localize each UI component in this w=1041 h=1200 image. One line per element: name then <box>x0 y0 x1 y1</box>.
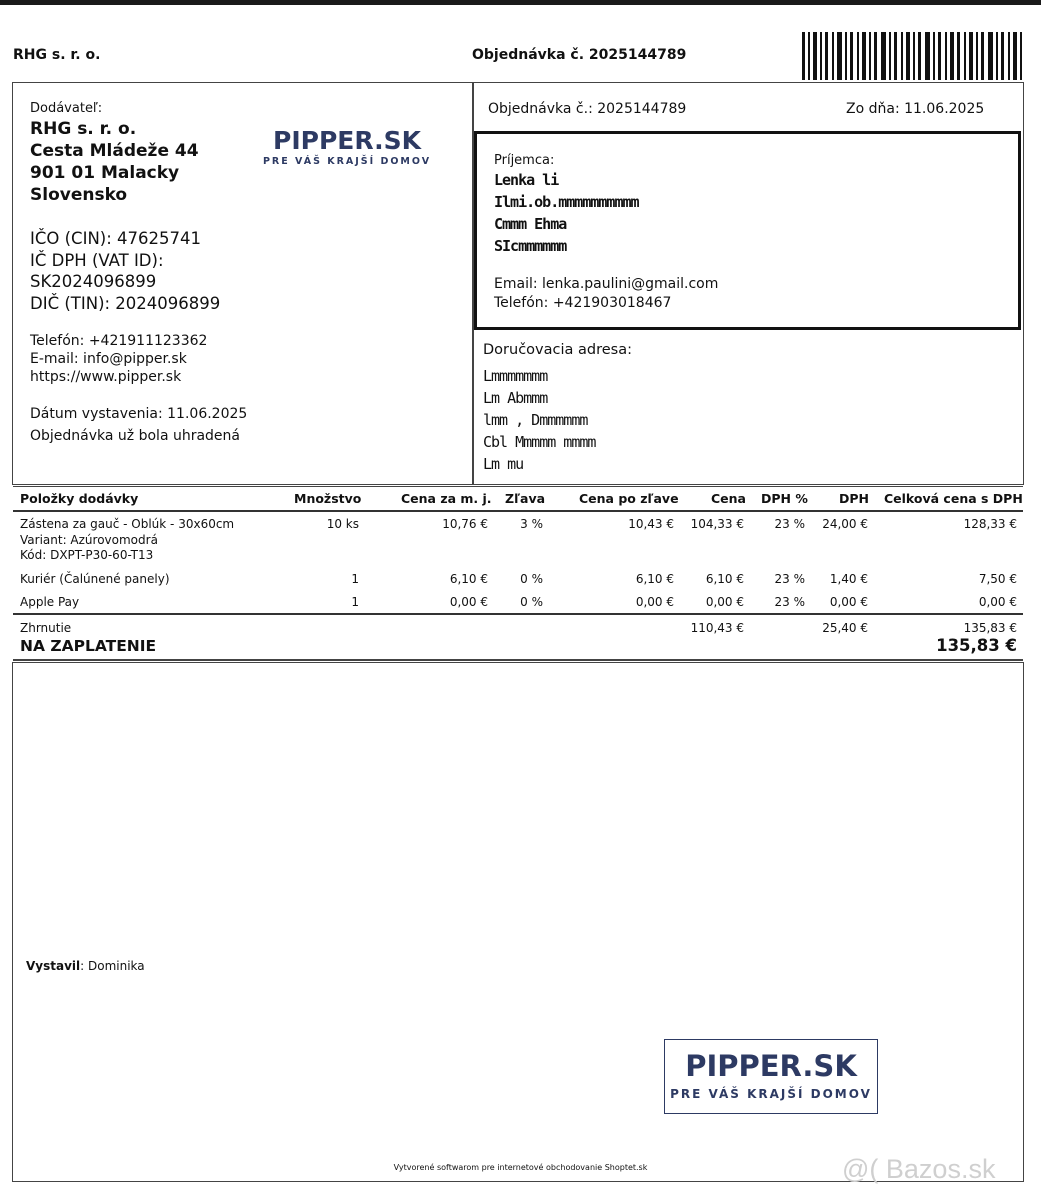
supplier-web: https://www.pipper.sk <box>30 369 182 385</box>
th-qty: Množstvo <box>294 491 362 506</box>
th-price-after: Cena po zľave <box>579 491 679 506</box>
summary-vat: 25,40 € <box>822 621 868 635</box>
th-discount: Zľava <box>505 491 546 506</box>
paid-note: Objednávka už bola uhradená <box>30 428 240 444</box>
row2-qty: 1 <box>351 572 359 586</box>
row3-price: 0,00 € <box>705 595 744 609</box>
supplier-email: E-mail: info@pipper.sk <box>30 351 187 367</box>
issued-by <box>26 959 145 973</box>
supplier-dic: DIČ (TIN): 2024096899 <box>30 293 221 313</box>
barcode <box>802 32 1022 80</box>
table-header-line <box>13 510 1023 512</box>
th-vat-pct: DPH % <box>761 491 808 506</box>
to-pay-total: 135,83 € <box>936 636 1017 655</box>
delivery-redacted-4: Cbl Mmmmm mmmm <box>483 433 596 451</box>
supplier-icdph-value: SK2024096899 <box>30 272 157 291</box>
delivery-redacted-5: Lm mu <box>483 455 524 473</box>
row1-unit: 10,76 € <box>442 517 488 531</box>
th-unit-price: Cena za m. j. <box>401 491 492 506</box>
row3-qty: 1 <box>351 595 359 609</box>
to-pay-label: NA ZAPLATENIE <box>20 637 157 655</box>
row2-total: 7,50 € <box>978 572 1017 586</box>
row2-vat: 1,40 € <box>829 572 868 586</box>
footer-software: Vytvorené softwarom pre internetové obchodovanie Shoptet.sk <box>393 1163 648 1172</box>
row1-code: Kód: DXPT-P30-60-T13 <box>20 548 154 562</box>
row1-disc: 3 % <box>520 517 543 531</box>
recipient-redacted-1: Lenka li <box>494 171 559 189</box>
delivery-redacted-2: Lm Abmmm <box>483 389 548 407</box>
row3-vatp: 23 % <box>774 595 805 609</box>
recipient-redacted-4: SIcmmmmmm <box>494 237 567 255</box>
order-date: Zo dňa: 11.06.2025 <box>846 101 985 117</box>
logo-top <box>262 126 432 167</box>
recipient-email: Email: lenka.paulini@gmail.com <box>494 276 719 292</box>
recipient-redacted-2: Ilmi.ob.mmmmmmmmmm <box>494 193 639 211</box>
supplier-tax-ids <box>30 228 220 314</box>
delivery-label: Doručovacia adresa: <box>483 342 632 358</box>
top-border <box>0 0 1041 5</box>
issued-by-name: : Dominika <box>80 959 145 973</box>
row3-after: 0,00 € <box>635 595 674 609</box>
row2-disc: 0 % <box>520 572 543 586</box>
row3-disc: 0 % <box>520 595 543 609</box>
table-bottom-line <box>13 659 1023 661</box>
order-number: Objednávka č.: 2025144789 <box>488 101 687 117</box>
th-vat: DPH <box>839 491 869 506</box>
recipient-contact <box>494 275 718 313</box>
row3-vat: 0,00 € <box>829 595 868 609</box>
row1-variant: Variant: Azúrovomodrá <box>20 532 158 547</box>
row1-after: 10,43 € <box>628 517 674 531</box>
row2-price: 6,10 € <box>705 572 744 586</box>
issued-by-label: Vystavil <box>26 959 81 973</box>
supplier-icdph-label: IČ DPH (VAT ID): <box>30 250 164 270</box>
issue-date: Dátum vystavenia: 11.06.2025 <box>30 406 248 422</box>
table-top-line <box>13 486 1023 487</box>
supplier-country: Slovensko <box>30 185 128 205</box>
recipient-label: Príjemca: <box>494 153 555 168</box>
supplier-phone: Telefón: +421911123362 <box>30 333 208 349</box>
recipient-redacted-3: Cmmm Ehma <box>494 215 567 233</box>
summary-label: Zhrnutie <box>20 621 72 635</box>
supplier-ico: IČO (CIN): 47625741 <box>30 229 202 248</box>
th-total: Celková cena s DPH <box>884 491 1023 506</box>
row1-vat: 24,00 € <box>822 517 868 531</box>
row3-total: 0,00 € <box>978 595 1017 609</box>
row2-after: 6,10 € <box>635 572 674 586</box>
th-price: Cena <box>711 491 746 506</box>
supplier-city: 901 01 Malacky <box>30 163 180 183</box>
logo-bottom <box>664 1039 878 1114</box>
row1-price: 104,33 € <box>690 517 744 531</box>
table-summary-line <box>13 613 1023 615</box>
supplier-dates <box>30 403 247 447</box>
supplier-label: Dodávateľ: <box>30 101 103 116</box>
logo-top-sub: PRE VÁŠ KRAJŠÍ DOMOV <box>262 156 432 167</box>
supplier-contact <box>30 332 207 386</box>
watermark: @( Bazos.sk <box>842 1154 996 1184</box>
delivery-redacted-3: lmm , Dmmmmmm <box>483 411 588 429</box>
row1-qty: 10 ks <box>326 517 359 531</box>
row2-unit: 6,10 € <box>449 572 488 586</box>
logo-top-main: PIPPER.SK <box>273 126 421 155</box>
th-items: Položky dodávky <box>20 491 139 506</box>
header-company: RHG s. r. o. <box>13 47 101 63</box>
row2-vatp: 23 % <box>774 572 805 586</box>
row2-name: Kuriér (Čalúnené panely) <box>20 572 170 586</box>
row1-name: Zástena za gauč - Oblúk - 30x60cm <box>20 517 235 531</box>
row3-name: Apple Pay <box>20 595 80 609</box>
row1-total: 128,33 € <box>963 517 1017 531</box>
supplier-address <box>30 118 199 206</box>
supplier-name: RHG s. r. o. <box>30 119 137 139</box>
summary-total: 135,83 € <box>963 621 1017 635</box>
header-order-title: Objednávka č. 2025144789 <box>472 47 687 63</box>
logo-bottom-main: PIPPER.SK <box>685 1049 857 1083</box>
row1-vatp: 23 % <box>774 517 805 531</box>
summary-price: 110,43 € <box>690 621 744 635</box>
row3-unit: 0,00 € <box>449 595 488 609</box>
logo-bottom-sub: PRE VÁŠ KRAJŠÍ DOMOV <box>670 1087 872 1101</box>
supplier-street: Cesta Mládeže 44 <box>30 141 199 161</box>
recipient-phone: Telefón: +421903018467 <box>494 295 672 311</box>
delivery-redacted-1: Lmmmmmmm <box>483 367 548 385</box>
row1-desc <box>20 517 234 564</box>
